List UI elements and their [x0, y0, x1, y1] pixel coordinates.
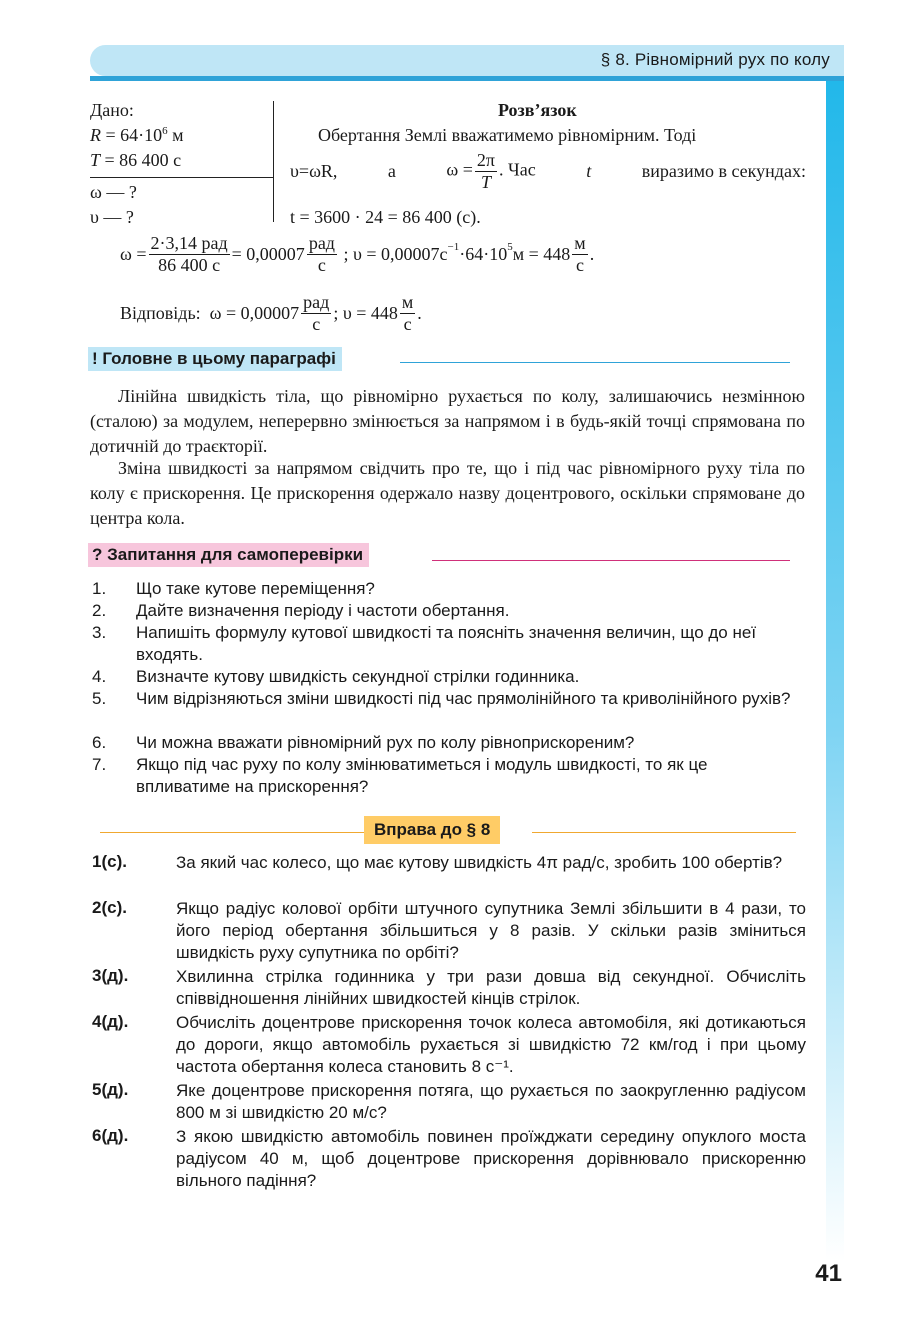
solution-title: Розв’язок	[498, 100, 577, 120]
exercise-text: Обчисліть доцентрове прискорення точок колеса автомобіля, які дотикаються до дороги, якщо автомобіль рухається зі швидкістю 72 км/год і при цьому частота обертання колеса становить 8 с⁻¹.	[176, 1013, 806, 1076]
given-divider-horizontal	[90, 177, 273, 178]
exercise-text: За який час колесо, що має кутову швидкість 4π рад/с, зробить 100 обертів?	[176, 853, 783, 872]
find-velocity: υ — ?	[90, 207, 134, 227]
given-period: T = 86 400 с	[90, 150, 182, 170]
solution-line-2: υ=ωR, а ω = $\frac{2\pi}{T}$ . Час t виразимо в секундах:	[290, 150, 806, 192]
exercise-number: 1(с).	[92, 852, 127, 871]
header-underline	[90, 76, 844, 81]
side-color-strip	[826, 81, 844, 1261]
solution-line-3: t = 3600 · 24 = 86 400 (с).	[290, 207, 481, 227]
exercise-number: 3(д).	[92, 966, 129, 985]
main-section-rule	[400, 362, 790, 363]
exercise-number: 4(д).	[92, 1012, 129, 1031]
exercise-label: Вправа до § 8	[364, 816, 500, 844]
exercise-rule-left	[100, 832, 364, 833]
given-label: Дано:	[90, 100, 134, 120]
main-paragraph-1: Лінійна швидкість тіла, що рівномірно рухається по колу, залишаючись незмінною (сталою) за модулем, неперервно змінюється за напрямом і в будь-якій точці спрямована по дотичній до траєкторії.	[90, 386, 805, 456]
answer-line: Відповідь: ω = 0,00007 $\frac{\text{рад}}{с}$ ; υ = 448 $\frac{м}{с}$ .	[120, 292, 422, 334]
questions-section-label: ? Запитання для самоперевірки	[88, 543, 369, 567]
exercise-text: Якщо радіус колової орбіти штучного супутника Землі збільшити в 4 рази, то його період обертання збільшиться у 8 разів. У скільки разів зміниться швидкість руху супутника по орбіті?	[176, 899, 806, 962]
page-header-title: § 8. Рівномірний рух по колу	[600, 50, 830, 69]
main-paragraph-2: Зміна швидкості за напрямом свідчить про те, що і під час рівномірного руху тіла по колу є прискорення. Це прискорення одержало назву доцентрового, оскільки спрямоване до центра кола.	[90, 458, 805, 528]
exercise-number: 5(д).	[92, 1080, 129, 1099]
exercise-number: 2(с).	[92, 898, 127, 917]
exercise-text: Хвилинна стрілка годинника у три рази довша від секундної. Обчисліть співвідношення лінійних швидкостей кінців стрілок.	[176, 967, 806, 1008]
exercise-text: З якою швидкістю автомобіль повинен проїжджати середину опуклого моста радіусом 40 м, щоб доцентрове прискорення дорівнювало прискоренню вільного падіння?	[176, 1127, 806, 1190]
main-section-label: ! Головне в цьому параграфі	[88, 347, 342, 371]
exercise-text: Яке доцентрове прискорення потяга, що рухається по заокругленню радіусом 800 м зі швидкістю 20 м/с?	[176, 1081, 806, 1122]
exercise-number: 6(д).	[92, 1126, 129, 1145]
exercise-rule-right	[532, 832, 796, 833]
page-number: 41	[815, 1260, 842, 1287]
questions-section-rule	[432, 560, 790, 561]
find-omega: ω — ?	[90, 182, 137, 202]
given-divider-vertical	[273, 101, 274, 222]
given-radius: $R = 64\cdot 10^6$ м	[90, 125, 184, 145]
solution-equation: ω = $\frac{\text{2·3,14 рад}}{86 400 с}$ = 0,00007 $\frac{\text{рад}}{с}$ ; υ = 0,00007с $^{-1}$ ·64·10 $^5$ м = 448 $\frac{м}{с}$ .	[120, 233, 595, 275]
solution-line-1: Обертання Землі вважатимемо рівномірним. Тоді	[318, 125, 697, 145]
